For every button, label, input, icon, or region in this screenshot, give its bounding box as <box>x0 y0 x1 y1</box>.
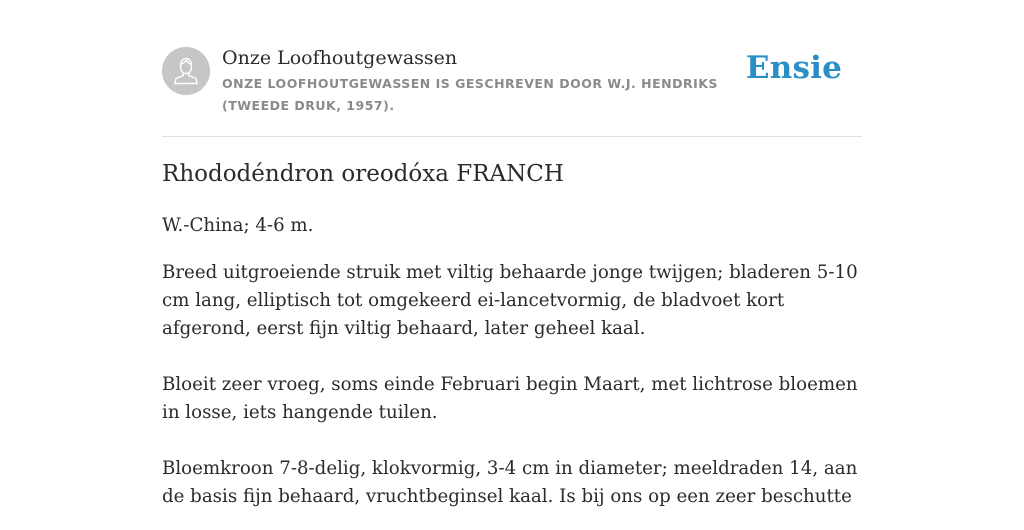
article-body <box>162 212 862 530</box>
brand-logo[interactable]: Ensie <box>745 50 842 86</box>
avatar[interactable] <box>162 47 210 95</box>
author-description: ONZE LOOFHOUTGEWASSEN IS GESCHREVEN DOOR W.J. HENDRIKS (TWEEDE DRUK, 1957). <box>222 76 718 113</box>
article-paragraph: Bloeit zeer vroeg, soms einde Februari begin Maart, met lichtrose bloemen in losse, iets hangende tuilen. <box>162 374 858 423</box>
page-container <box>162 0 862 507</box>
user-icon <box>162 47 210 95</box>
article-title: Rhododéndron oreodóxa FRANCH <box>162 161 564 187</box>
article-paragraph: Breed uitgroeiende struik met viltig behaarde jonge twijgen; bladeren 5-10 cm lang, elliptisch tot omgekeerd ei-lancetvormig, de bladvoet kort afgerond, eerst fijn viltig behaard, later geheel kaal. <box>162 262 858 339</box>
author-block <box>222 45 752 117</box>
author-name[interactable]: Onze Loofhoutgewassen <box>222 47 458 69</box>
article-paragraph: W.-China; 4-6 m. <box>162 215 314 236</box>
article-paragraph: Bloemkroon 7-8-delig, klokvormig, 3-4 cm in diameter; meeldraden 14, aan de basis fijn behaard, vruchtbeginsel kaal. Is bij ons op een zeer beschutte <box>162 458 858 507</box>
header <box>162 0 862 137</box>
